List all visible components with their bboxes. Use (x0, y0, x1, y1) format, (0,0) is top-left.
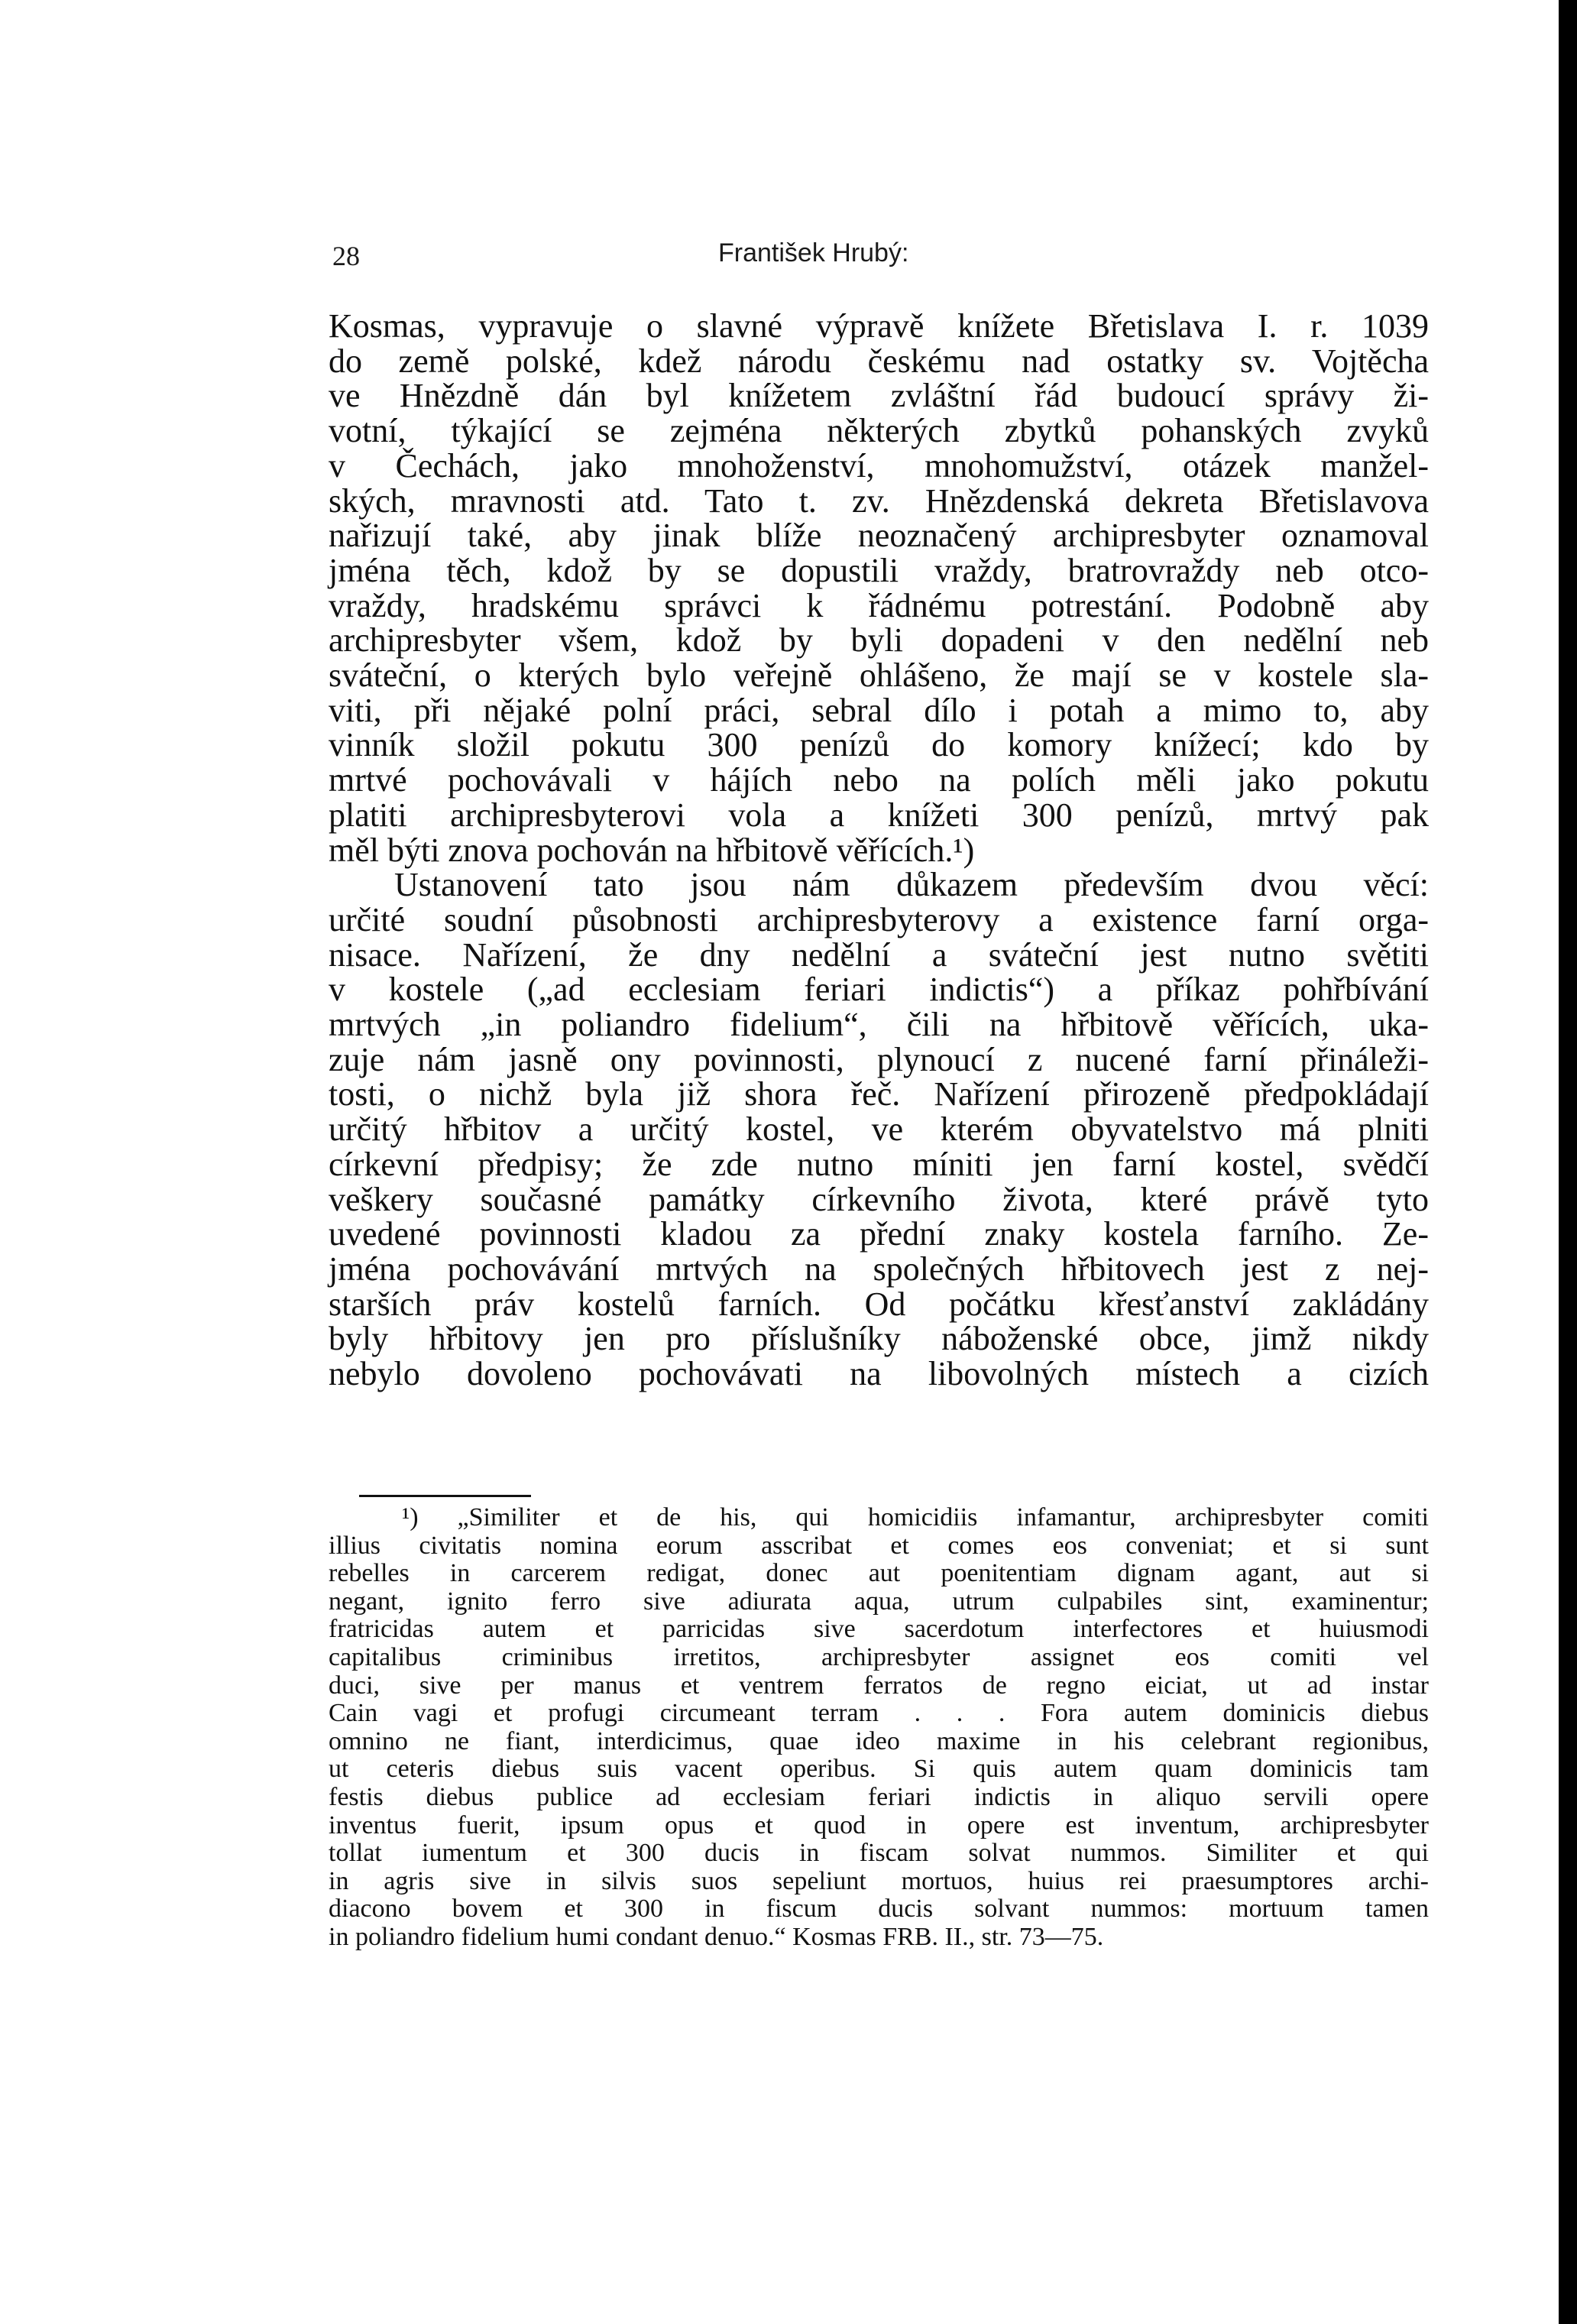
text-line: církevní předpisy; že zde nutno míniti jen farní kostel, svědčí (329, 1145, 1429, 1183)
footnote (329, 1504, 1429, 1952)
body-text (329, 309, 1429, 1392)
footnote-line: fratricidas autem et parricidas sive sacerdotum interfectores et huiusmodi (329, 1615, 1429, 1644)
footnote-line: illius civitatis nomina eorum asscribat et comes eos conveniat; et si sunt (329, 1531, 1429, 1560)
running-title: František Hrubý: (718, 238, 909, 267)
footnote-line (329, 1504, 1429, 1532)
text-line: měl býti znova pochován na hřbitově věřících.¹) (329, 831, 975, 869)
footnote-line: ut ceteris diebus suis vacent operibus. Si quis autem quam dominicis tam (329, 1755, 1429, 1784)
footnote-line: capitalibus criminibus irretitos, archipresbyter assignet eos comiti vel (329, 1642, 1429, 1671)
page-header (0, 238, 1559, 284)
footnote-line: negant, ignito ferro sive adiurata aqua, utrum culpabiles sint, examinentur; (329, 1587, 1429, 1616)
footnote-text: „Similiter et de his, qui homicidiis infamantur, archipresbyter comiti (457, 1503, 1430, 1532)
footnote-line: in poliandro fidelium humi condant denuo.“ Kosmas FRB. II., str. 73—75. (329, 1922, 1104, 1951)
text-line: mrtvé pochovávali v hájích nebo na polích měli jako pokutu (329, 761, 1429, 799)
text-line: platiti archipresbyterovi vola a knížeti 300 penízů, mrtvý pak (329, 796, 1429, 834)
footnote-line: duci, sive per manus et ventrem ferratos de regno eiciat, ut ad instar (329, 1671, 1429, 1700)
text-line: ských, mravnosti atd. Tato t. zv. Hnězdenská dekreta Břetislavova (329, 481, 1429, 520)
footnote-line: tollat iumentum et 300 ducis in fiscam solvat nummos. Similiter et qui (329, 1839, 1429, 1868)
footnote-line: omnino ne fiant, interdicimus, quae ideo maxime in his celebrant regionibus, (329, 1726, 1429, 1755)
text-line: sváteční, o kterých bylo veřejně ohlášeno, že mají se v kostele sla- (329, 656, 1429, 695)
text-line: určitý hřbitov a určitý kostel, ve kterém obyvatelstvo má plniti (329, 1110, 1429, 1149)
text-line: votní, týkající se zejména některých zbytků pohanských zvyků (329, 412, 1429, 450)
footnote-line: in agris sive in silvis suos sepeliunt mortuos, huius rei praesumptores archi- (329, 1866, 1429, 1895)
text-line: viti, při nějaké polní práci, sebral dílo i potah a mimo to, aby (329, 691, 1429, 729)
footnote-line: Cain vagi et profugi circumeant terram . . . Fora autem dominicis diebus (329, 1699, 1429, 1728)
text-line: jména pochovávání mrtvých na společných hřbitovech jest z nej- (329, 1250, 1429, 1288)
text-line: jména těch, kdož by se dopustili vraždy, bratrovraždy neb otco- (329, 551, 1429, 589)
text-line: vraždy, hradskému správci k řádnému potrestání. Podobně aby (329, 586, 1429, 624)
text-line: nařizují také, aby jinak blíže neoznačený archipresbyter oznamoval (329, 517, 1429, 555)
page-number: 28 (332, 241, 360, 271)
footnote-line: inventus fuerit, ipsum opus et quod in opere est inventum, archipresbyter (329, 1810, 1429, 1839)
text-line: veškery současné památky církevního života, které právě tyto (329, 1180, 1429, 1218)
text-line: zuje nám jasně ony povinnosti, plynoucí z nucené farní přináleži- (329, 1040, 1429, 1078)
footnote-rule (359, 1495, 531, 1497)
text-line: mrtvých „in poliandro fidelium“, čili na hřbitově věřících, uka- (329, 1006, 1429, 1044)
text-line: vinník složil pokutu 300 penízů do komory knížecí; kdo by (329, 726, 1429, 764)
text-line: archipresbyter všem, kdož by byli dopadeni v den nedělní neb (329, 621, 1429, 660)
text-line: nebylo dovoleno pochovávati na libovolných místech a cizích (329, 1355, 1429, 1393)
text-line: v Čechách, jako mnohoženství, mnohomužství, otázek manžel- (329, 446, 1429, 485)
text-line: v kostele („ad ecclesiam feriari indictis“) a příkaz pohřbívání (329, 971, 1429, 1009)
text-line: do země polské, kdež národu českému nad ostatky sv. Vojtěcha (329, 342, 1429, 380)
text-line: Kosmas, vypravuje o slavné výpravě knížete Břetislava I. r. 1039 (329, 307, 1429, 345)
footnote-marker: ¹) (402, 1503, 458, 1532)
text-line: byly hřbitovy jen pro příslušníky náboženské obce, jimž nikdy (329, 1320, 1429, 1358)
text-line: ve Hnězdně dán byl knížetem zvláštní řád budoucí správy ži- (329, 377, 1429, 415)
text-line: určité soudní působnosti archipresbyterovy a existence farní orga- (329, 900, 1429, 938)
footnote-line: rebelles in carcerem redigat, donec aut poenitentiam dignam agant, aut si (329, 1559, 1429, 1588)
text-line: starších práv kostelů farních. Od počátku křesťanství zakládány (329, 1285, 1429, 1323)
scan-edge (1559, 0, 1577, 2324)
footnote-line: diacono bovem et 300 in fiscum ducis solvant nummos: mortuum tamen (329, 1895, 1429, 1924)
text-line: tosti, o nichž byla již shora řeč. Nařízení přirozeně předpokládají (329, 1075, 1429, 1113)
text-line: Ustanovení tato jsou nám důkazem především dvou věcí: (394, 866, 1429, 904)
footnote-line: festis diebus publice ad ecclesiam feriari indictis in aliquo servili opere (329, 1782, 1429, 1811)
text-line: nisace. Nařízení, že dny nedělní a sváteční jest nutno světiti (329, 935, 1429, 974)
text-line: uvedené povinnosti kladou za přední znaky kostela farního. Ze- (329, 1215, 1429, 1253)
